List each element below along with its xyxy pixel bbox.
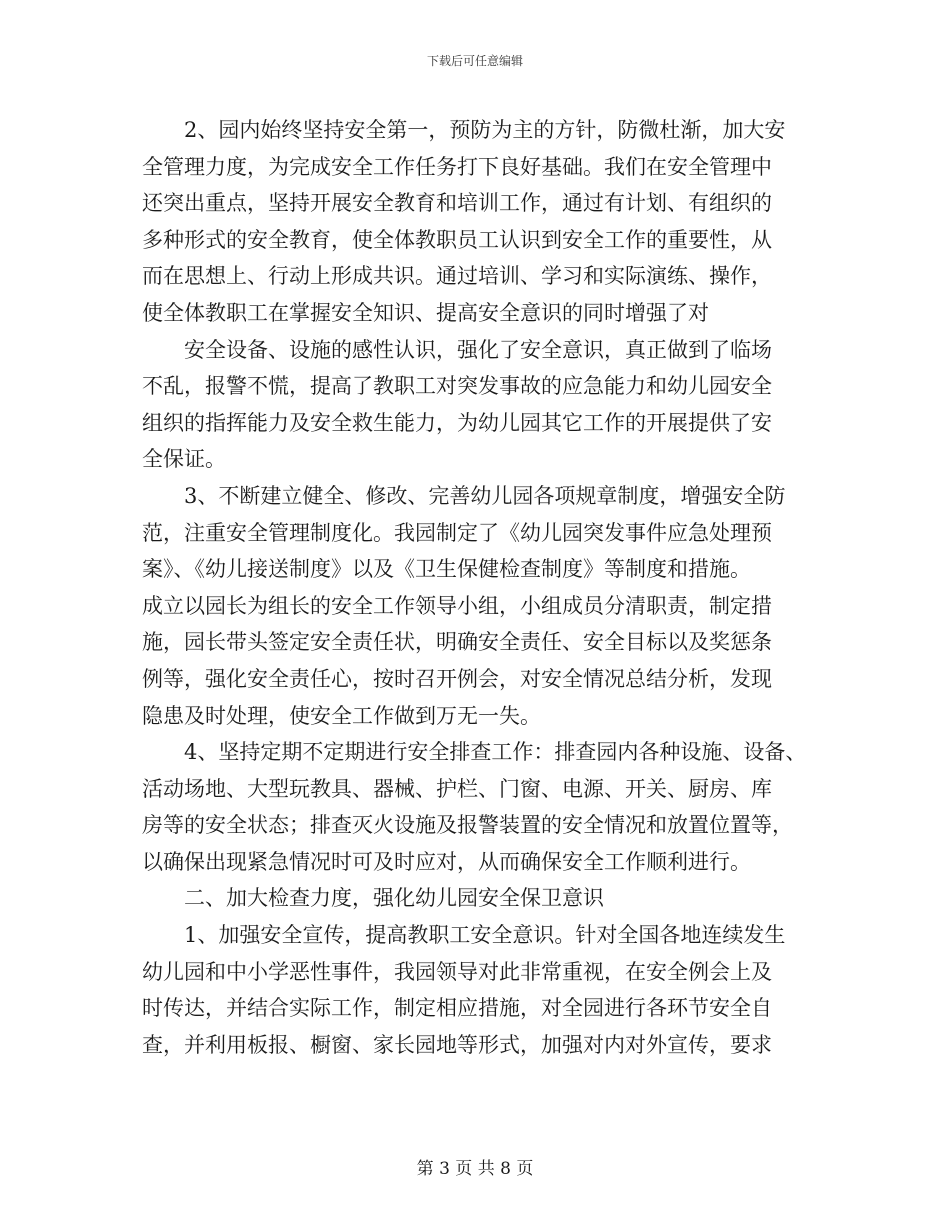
text-line: 案》、《幼儿接送制度》以及《卫生保健检查制度》等制度和措施。 xyxy=(142,557,751,582)
text-line: 多种形式的安全教育，使全体教职员工认识到安全工作的重要性，从 xyxy=(142,227,772,252)
text-line: 不乱，报警不慌，提高了教职工对突发事故的应急能力和幼儿园安全 xyxy=(142,374,772,399)
text-line: 而在思想上、行动上形成共识。通过培训、学习和实际演练、操作， xyxy=(142,264,772,289)
text-line: 1、加强安全宣传，提高教职工安全意识。针对全国各地连续发生 xyxy=(184,923,786,948)
text-line: 时传达，并结合实际工作，制定相应措施，对全园进行各环节安全自 xyxy=(142,996,772,1021)
text-line: 房等的安全状态；排查灭火设施及报警装置的安全情况和放置位置等， xyxy=(142,813,793,838)
text-line: 查，并利用板报、橱窗、家长园地等形式，加强对内对外宣传，要求 xyxy=(142,1032,772,1057)
text-line: 施，园长带头签定安全责任状，明确安全责任、安全目标以及奖惩条 xyxy=(142,630,772,655)
text-line: 幼儿园和中小学恶性事件，我园领导对此非常重视，在安全例会上及 xyxy=(142,959,772,984)
text-line: 还突出重点，坚持开展安全教育和培训工作，通过有计划、有组织的 xyxy=(142,191,772,216)
text-line: 3、不断建立健全、修改、完善幼儿园各项规章制度，增强安全防 xyxy=(184,483,786,508)
text-line: 组织的指挥能力及安全救生能力，为幼儿园其它工作的开展提供了安 xyxy=(142,410,772,435)
document-body xyxy=(142,112,822,1063)
text-line: 全保证。 xyxy=(142,447,226,472)
text-line: 隐患及时处理，使安全工作做到万无一失。 xyxy=(142,703,541,728)
text-line: 全管理力度，为完成安全工作任务打下良好基础。我们在安全管理中 xyxy=(142,154,772,179)
page-footer: 第 3 页 共 8 页 xyxy=(416,1159,534,1179)
text-line: 4、坚持定期不定期进行安全排查工作：排查园内各种设施、设备、 xyxy=(184,740,807,765)
text-line: 安全设备、设施的感性认识，强化了安全意识，真正做到了临场 xyxy=(184,337,772,362)
text-line: 2、园内始终坚持安全第一，预防为主的方针，防微杜渐，加大安 xyxy=(184,118,786,142)
text-line: 使全体教职工在掌握安全知识、提高安全意识的同时增强了对 xyxy=(142,300,709,325)
page-header: 下载后可任意编辑 xyxy=(426,54,523,68)
text-line: 例等，强化安全责任心，按时召开例会，对安全情况总结分析，发现 xyxy=(142,666,772,691)
text-line: 范，注重安全管理制度化。我园制定了《幼儿园突发事件应急处理预 xyxy=(142,520,772,545)
text-line: 二、加大检查力度，强化幼儿园安全保卫意识 xyxy=(184,886,604,911)
text-line: 成立以园长为组长的安全工作领导小组，小组成员分清职责，制定措 xyxy=(142,593,772,618)
text-line: 以确保出现紧急情况时可及时应对，从而确保安全工作顺利进行。 xyxy=(142,849,751,874)
text-line: 活动场地、大型玩教具、器械、护栏、门窗、电源、开关、厨房、库 xyxy=(142,776,772,801)
